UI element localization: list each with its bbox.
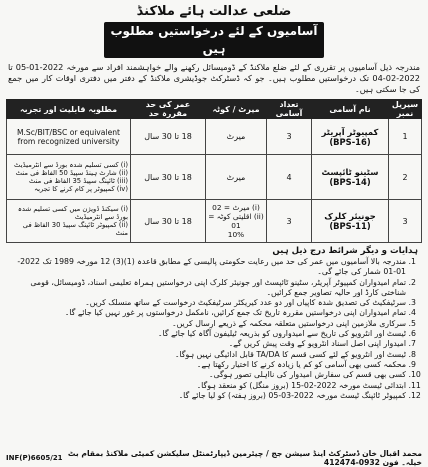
table-row [7,200,422,243]
instruction-item: 9. محکمہ کسی بھی آسامی کو کم یا زیادہ کرنے کا اختیار رکھتا ہے۔ [8,360,406,370]
instruction-item: 10. کسی بھی قسم کی سفارش امیدوار کی نااہلی تصور ہوگی۔ [8,370,406,380]
headline-banner: آسامیوں کے لئے درخواستیں مطلوب ہیں [104,22,324,58]
instruction-item: 12. کمپیوٹر ٹائپنگ ٹیسٹ مورخہ 2022-03-05 (بروز ہفتہ) کو لیا جائے گا۔ [8,391,406,401]
quota-line: (ii) اقلیتی کوٹہ = 01 [208,212,264,230]
qualification-note: (iii) ٹائپنگ سپیڈ 35 الفاظ فی منٹ [28,177,128,185]
signature-line: محمد اقبال خان ڈسٹرکٹ اینڈ سیشن جج / چیئرمین ڈیپارٹمنٹل سلیکشن کمیٹی ملاکنڈ بمقام بٹ خیلہ۔ فون 0932-412474 [67,449,422,467]
post-title: کمپیوٹر آپریٹر [321,126,379,137]
instruction-item: 5. سرکاری ملازمین اپنی درخواستیں متعلقہ محکمہ کے ذریعے ارسال کریں۔ [8,319,406,329]
cell-quota: میرٹ [206,155,267,200]
cell-post: جونیئر کلرک (BPS-11) [312,200,389,243]
header-quota: میرٹ / کوٹہ [206,100,267,119]
cell-age: 18 تا 30 سال [131,119,206,155]
instruction-item: 3. سرٹیفکیٹ کی تصدیق شدہ کاپیاں اور دو عدد کیریکٹر سرٹیفکیٹ درخواست کے ساتھ منسلک کریں۔ [8,298,406,308]
quota-line: (i) میرٹ = 02 [212,203,260,212]
instruction-item: 8. ٹیسٹ اور انٹرویو کے لئے کسی قسم کا TA/DA قابل ادائیگی نہیں ہوگا۔ [8,350,406,360]
cell-quota: میرٹ [206,119,267,155]
cell-count: 3 [267,119,312,155]
cell-post [312,119,389,155]
cell-age: 18 تا 30 سال [131,200,206,243]
cell-serial: 2 [389,155,422,200]
cell-count: 4 [267,155,312,200]
header-serial: سیریل نمبر [389,100,422,119]
cell-serial: 3 [389,200,422,243]
instruction-item: 1. مندرجہ بالا آسامیوں میں عمر کی حد میں رعایت حکومتی پالیسی کے مطابق قاعدہ (1)(3) 12 مورخہ 1989 تک 2022-01-01 شمار کی جائے گی۔ [8,257,406,278]
qualification-note: (ii) شارٹ ہینڈ سپیڈ 50 الفاظ فی منٹ [15,169,128,177]
court-title: ضلعی عدالت ہائے ملاکنڈ [136,4,292,19]
header-post: نام آسامی [312,100,389,119]
cell-qualification: M.Sc/BIT/BSC or equivalent from recognized university [7,119,131,155]
qualification-note: (i) کسی تسلیم شدہ بورڈ سے انٹرمیڈیٹ [14,161,128,169]
cell-post: سٹینو ٹائپسٹ (BPS-14) [312,155,389,200]
table-header-row [7,100,422,119]
cell-quota [206,200,267,243]
qualification-note: (iv) کمپیوٹر پر کام کرنے کا تجربہ [34,185,128,193]
table-row [7,155,422,200]
reference-number: INF(P)6605/21 [6,454,63,462]
cell-qualification [7,200,131,243]
cell-serial: 1 [389,119,422,155]
cell-age: 18 تا 30 سال [131,155,206,200]
table-row [7,119,422,155]
instruction-item: 6. ٹیسٹ اور انٹرویو کی تاریخ سے امیدواروں کو بذریعہ ٹیلیفون آگاہ کیا جائے گا۔ [8,329,406,339]
instruction-item: 4. تمام امیدواران اپنی درخواستیں مقررہ تاریخ تک جمع کرائیں، نامکمل درخواستوں پر غور نہیں کیا جائے گا۔ [8,308,406,318]
qualification-note: (i) سیکنڈ ڈویژن میں کسی تسلیم شدہ بورڈ سے انٹرمیڈیٹ [17,205,128,221]
header-count: تعداد آسامی [267,100,312,119]
instruction-item: 2. تمام امیدواران کمپیوٹر آپریٹر، سٹینو ٹائپسٹ اور جونیئر کلرک اپنی درخواستیں ہمراہ تعلیمی اسناد، ڈومیسائل، قومی شناختی کارڈ اور حالیہ تصاویر جمع کرائیں۔ [8,278,406,299]
qualification-note: (ii) کمپیوٹر ٹائپنگ سپیڈ 30 الفاظ فی منٹ [22,221,128,237]
instructions-list [6,257,422,401]
cell-qualification [7,155,131,200]
vacancy-table [6,99,422,243]
quota-line: 10% [227,230,245,239]
instructions-title: ہدایات و دیگر شرائط درج ذیل ہیں [272,246,418,256]
footer [6,449,422,467]
instruction-item: 11. ابتدائی ٹیسٹ مورخہ 2022-02-15 (بروز منگل) کو منعقد ہوگا۔ [8,381,406,391]
header-qualification: مطلوبہ قابلیت اور تجربہ [7,100,131,119]
post-scale: (BPS-16) [329,136,371,147]
instruction-item: 7. امیدوار اپنی اصل اسناد انٹرویو کے وقت پیش کریں گے۔ [8,339,406,349]
cell-count: 3 [267,200,312,243]
header-age: عمر کی حد مقررہ حد [131,100,206,119]
intro-paragraph: مندرجہ ذیل آسامیوں پر تقرری کے لئے ضلع ملاکنڈ کے ڈومیسائل رکھنے والے خواہشمند افراد سے مورخہ 2022-01-05 تا 2022-02-04 تک درخواستیں مطلوب ہیں۔ جو کہ ڈسٹرکٹ جوڈیشری ملاکنڈ کے دفتر میں دفتری اوقات کار میں جمع کی جا سکتی ہیں۔ [8,62,420,94]
